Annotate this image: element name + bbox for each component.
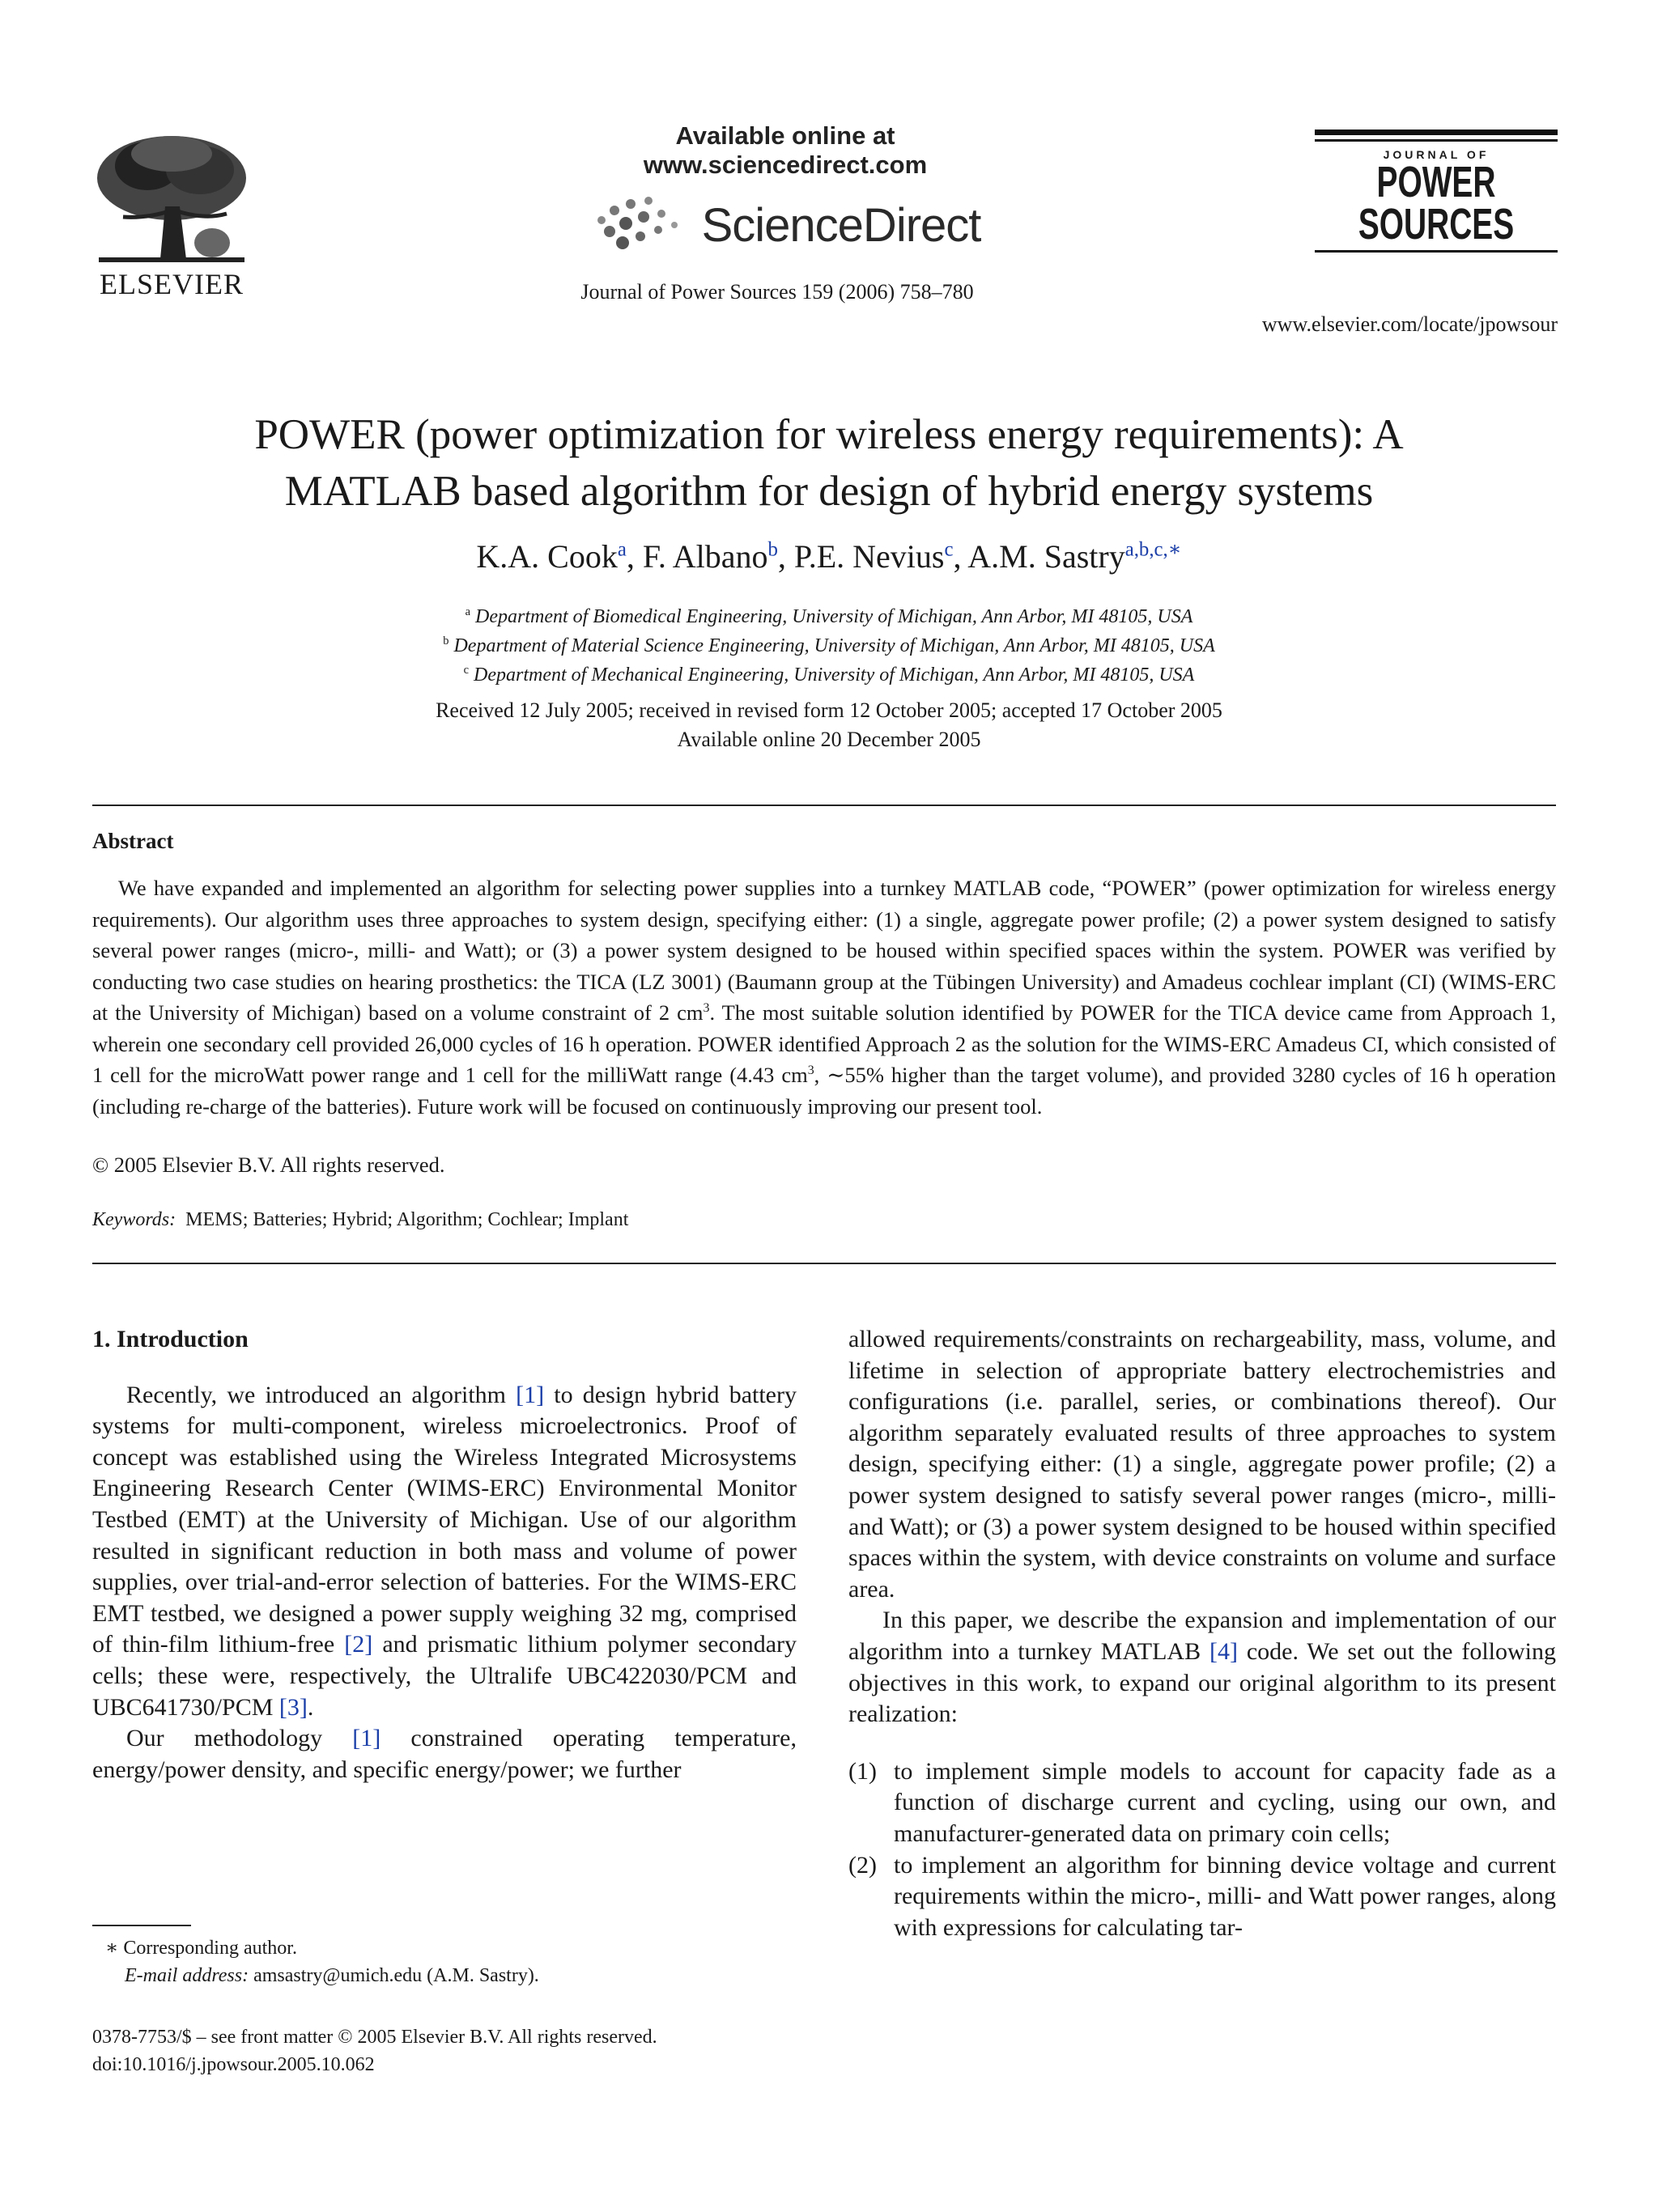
issn-line: 0378-7753/$ – see front matter © 2005 Elsevier B.V. All rights reserved.	[92, 2027, 657, 2048]
affiliation-a: $^a$ Department of Biomedical Engineering, University of Michigan, Ann Arbor, MI 48105, USA	[465, 605, 1193, 627]
author-name: F. Albano	[642, 538, 768, 575]
objectives-list	[848, 1756, 1556, 1944]
affiliation-link[interactable]: a,b,c,∗	[1124, 538, 1182, 561]
doi-line[interactable]: doi:10.1016/j.jpowsour.2005.10.062	[92, 2054, 375, 2075]
journal-logo	[1315, 129, 1558, 253]
divider	[92, 1263, 1556, 1264]
footnote-divider	[92, 1925, 191, 1926]
online-date: Available online 20 December 2005	[677, 728, 981, 751]
list-item: (2) to implement an algorithm for binning device voltage and current requirements within the micro-, milli- and Watt power ranges, along with expressions for calculating tar-	[848, 1851, 1556, 1941]
journal-url[interactable]: www.elsevier.com/locate/jpowsour	[1261, 312, 1558, 336]
journal-logo-line2: SOURCES	[1358, 200, 1515, 248]
paragraph: Recently, we introduced an algorithm [1] to design hybrid battery systems for multi-component, wireless microelectronics. Proof of concept was established using the Wireless Integrated Microsystems Engineering Research Center (WIMS-ERC) Environmental Monitor Testbed (EMT) at the University of Michigan. Use of our algorithm resulted in significant reduction in both mass and volume of power supplies, over trial-and-error selection of batteries. For the WIMS-ERC EMT testbed, we designed a power supply weighing 32 mg, comprised of thin-film lithium-free [2] and prismatic lithium polymer secondary cells; these were, respectively, the Ultralife UBC422030/PCM and UBC641730/PCM [3].	[92, 1381, 797, 1721]
email-note: E-mail address: amsastry@umich.edu (A.M. Sastry).	[125, 1965, 539, 1986]
citation-link[interactable]: [4]	[1209, 1637, 1238, 1665]
received-dates: Received 12 July 2005; received in revised form 12 October 2005; accepted 17 October 2005	[436, 698, 1222, 722]
author-name: K.A. Cook	[476, 538, 618, 575]
citation-link[interactable]: [1]	[516, 1381, 545, 1408]
title-line-2: MATLAB based algorithm for design of hybrid energy systems	[284, 468, 1374, 515]
publisher-name: ELSEVIER	[100, 268, 244, 300]
body-column-right	[848, 1324, 1556, 1943]
abstract-copyright: © 2005 Elsevier B.V. All rights reserved.	[92, 1153, 445, 1177]
sciencedirect-wordmark: ScienceDirect	[701, 198, 981, 252]
affiliation-b: $^b$ Department of Material Science Engineering, University of Michigan, Ann Arbor, MI 48105, USA	[443, 635, 1215, 656]
author-list: K.A. Cook$^a$, F. Albano$^b$, P.E. Nevius$^c$, A.M. Sastry$^{a,b,c,∗}$	[476, 538, 1182, 575]
journal-citation: Journal of Power Sources 159 (2006) 758–780	[580, 280, 974, 304]
front-matter	[92, 2023, 657, 2078]
citation-link[interactable]: [2]	[344, 1631, 373, 1658]
author-name: A.M. Sastry	[967, 538, 1125, 575]
elsevier-tree-icon	[91, 129, 253, 267]
sciencedirect-banner	[534, 121, 1036, 257]
affiliation-c: $^c$ Department of Mechanical Engineering, University of Michigan, Ann Arbor, MI 48105, USA	[463, 664, 1195, 686]
citation-link[interactable]: [1]	[352, 1725, 381, 1752]
citation-link[interactable]: [3]	[278, 1693, 308, 1721]
affiliation-link[interactable]: a	[617, 538, 627, 561]
body-column-left	[92, 1324, 797, 1785]
section-heading: 1. Introduction	[92, 1326, 249, 1352]
list-item: (1) to implement simple models to account for capacity fade as a function of discharge current and cycling, using our own, and manufacturer-generated data on primary coin cells;	[848, 1757, 1556, 1847]
title-line-1: POWER (power optimization for wireless energy requirements): A	[254, 411, 1404, 458]
sciencedirect-dots-icon	[590, 193, 687, 257]
paragraph: allowed requirements/constraints on rechargeability, mass, volume, and lifetime in selection of appropriate battery electrochemistries and configurations (i.e. parallel, series, or combinations thereof). Our algorithm separately evaluated results of three approaches to system design, specifying either: (1) a single, aggregate power profile; (2) a power system designed to satisfy several power ranges (micro-, milli- and Watt); or (3) a power system designed to be housed within specified spaces within the system, with device constraints on volume and surface area.	[848, 1326, 1556, 1603]
affiliation-link[interactable]: b	[767, 538, 778, 561]
keywords-list: MEMS; Batteries; Hybrid; Algorithm; Cochlear; Implant	[185, 1209, 629, 1230]
footnote	[105, 1934, 539, 1989]
divider	[92, 805, 1556, 806]
keywords-label: Keywords:	[92, 1209, 176, 1230]
article-dates	[113, 696, 1545, 754]
abstract-heading: Abstract	[92, 829, 174, 853]
article-title	[113, 406, 1545, 520]
paragraph: Our methodology [1] constrained operating temperature, energy/power density, and specific energy/power; we further	[92, 1725, 797, 1783]
email-link[interactable]: amsastry@umich.edu (A.M. Sastry).	[253, 1965, 539, 1986]
author-name: P.E. Nevius	[793, 538, 945, 575]
keywords	[92, 1209, 628, 1231]
sciencedirect-logo	[534, 193, 1036, 257]
abstract-body: We have expanded and implemented an algorithm for selecting power supplies into a turnkey MATLAB code, “POWER” (power optimization for wireless energy requirements). Our algorithm uses three approaches to system design, specifying either: (1) a single, aggregate power profile; (2) a power system designed to satisfy several power ranges (micro-, milli- and Watt); or (3) a power system designed to be housed within specified spaces within the system. POWER was verified by conducting two case studies on hearing prosthetics: the TICA (LZ 3001) (Baumann group at the Tübingen University) and Amadeus cochlear implant (CI) (WIMS-ERC at the University of Michigan) based on a volume constraint of 2 $cm^3$. The most suitable solution identified by POWER for the TICA device came from Approach 1, wherein one secondary cell provided 26,000 cycles of 16 h operation. POWER identified Approach 2 as the solution for the WIMS-ERC Amadeus CI, which consisted of 1 cell for the microWatt power range and 1 cell for the milliWatt range (4.43 $cm^3$, ∼55% higher than the target volume), and provided 3280 cycles of 16 h operation (including re-charge of the batteries). Future work will be focused on continuously improving our present tool.	[92, 876, 1557, 1119]
affiliation-link[interactable]: c	[944, 538, 954, 561]
journal-logo-of: JOURNAL OF	[1383, 148, 1490, 161]
available-online-text: Available online at www.sciencedirect.com	[643, 121, 928, 179]
paragraph: In this paper, we describe the expansion and implementation of our algorithm into a turnkey MATLAB [4] code. We set out the following objectives in this work, to expand our original algorithm to its present realization:	[848, 1607, 1556, 1728]
corresponding-author-note: ∗ Corresponding author.	[105, 1938, 297, 1959]
journal-logo-line1: POWER	[1376, 158, 1496, 206]
affiliations	[113, 602, 1545, 690]
